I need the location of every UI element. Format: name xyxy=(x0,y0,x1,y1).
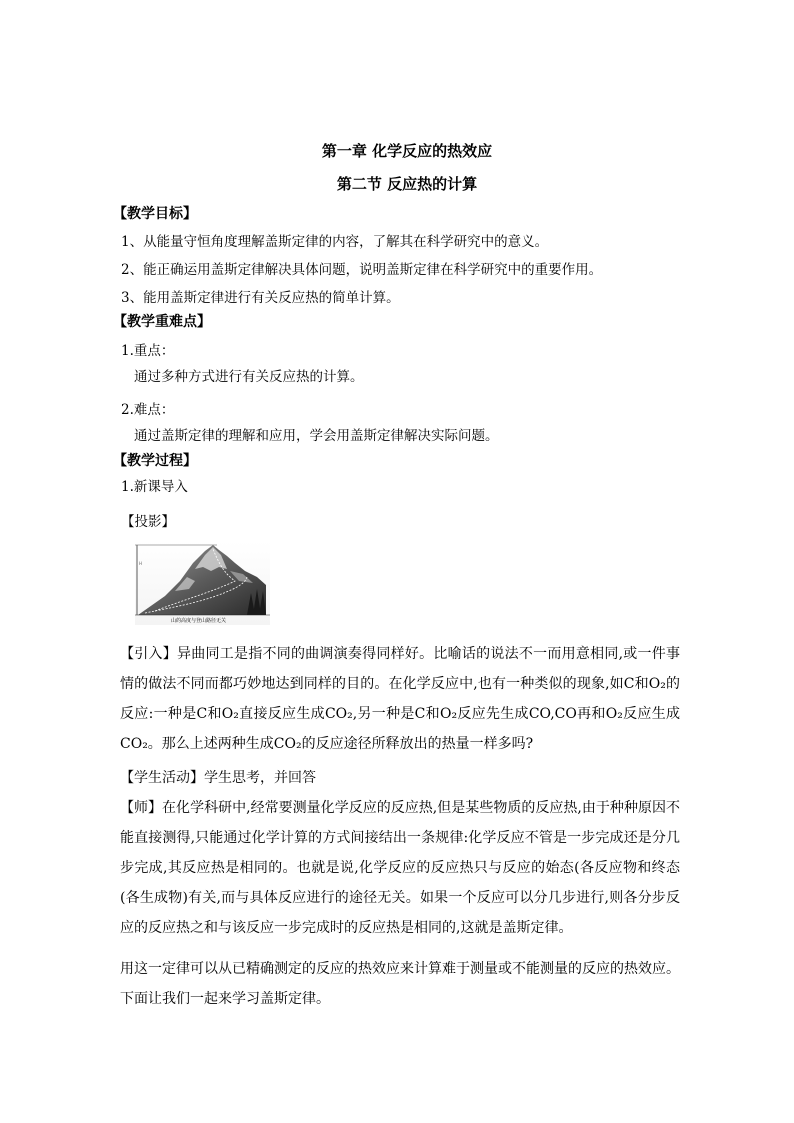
student-text: 学生思考，并回答 xyxy=(204,770,316,786)
key-points-heading: 【教学重难点】 xyxy=(113,314,211,330)
teacher-label: 【师】 xyxy=(120,800,163,816)
objectives-heading: 【教学目标】 xyxy=(113,206,197,222)
mountain-figure xyxy=(135,541,270,625)
step-new-lesson: 1.新课导入 xyxy=(121,479,188,495)
difficult-label: 2.难点： xyxy=(121,402,175,418)
objective-item-1: 1、从能量守恒角度理解盖斯定律的内容，了解其在科学研究中的意义。 xyxy=(121,234,549,250)
process-heading: 【教学过程】 xyxy=(113,453,197,469)
intro-label: 【引入】 xyxy=(120,646,177,662)
section-title: 第二节 反应热的计算 xyxy=(336,175,478,193)
closing-paragraph: 用这一定律可以从已精确测定的反应的热效应来计算难于测量或不能测量的反应的热效应。下面让我们一起来学习盖斯定律。 xyxy=(120,961,680,1007)
chapter-title: 第一章 化学反应的热效应 xyxy=(321,142,493,160)
svg-text:H: H xyxy=(139,561,143,566)
difficult-text: 通过盖斯定律的理解和应用，学会用盖斯定律解决实际问题。 xyxy=(134,428,499,444)
student-activity xyxy=(120,767,316,787)
student-label: 【学生活动】 xyxy=(120,770,204,786)
key-text: 通过多种方式进行有关反应热的计算。 xyxy=(134,369,364,385)
teacher-paragraph xyxy=(120,793,680,943)
objective-item-2: 2、能正确运用盖斯定律解决具体问题，说明盖斯定律在科学研究中的重要作用。 xyxy=(121,262,603,278)
intro-text: 异曲同工是指不同的曲调演奏得同样好。比喻话的说法不一而用意相同,或一件事情的做法不同而都巧妙地达到同样的目的。在化学反应中,也有一种类似的现象,如C和O₂的反应:一种是C和O₂直接反应生成CO₂,另一种是C和O₂反应先生成CO,CO再和O₂反应生成CO₂。那么上述两种生成CO₂的反应途径所释放出的热量一样多吗? xyxy=(120,646,681,752)
figure-caption: 山的高度与登山路径无关 xyxy=(171,618,227,624)
key-label: 1.重点： xyxy=(121,343,175,359)
mountain-image xyxy=(135,541,270,625)
projection-label: 【投影】 xyxy=(121,514,175,530)
intro-paragraph xyxy=(120,639,680,759)
teacher-text: 在化学科研中,经常要测量化学反应的反应热,但是某些物质的反应热,由于种种原因不能直接测得,只能通过化学计算的方式间接结出一条规律:化学反应不管是一步完成还是分几步完成,其反应热是相同的。也就是说,化学反应的反应热只与反应的始态(各反应物和终态(各生成物)有关,而与具体反应进行的途径无关。如果一个反应可以分几步进行,则各分步反应的反应热之和与该反应一步完成时的反应热是相同的,这就是盖斯定律。 xyxy=(120,800,680,936)
objective-item-3: 3、能用盖斯定律进行有关反应热的简单计算。 xyxy=(121,290,400,306)
